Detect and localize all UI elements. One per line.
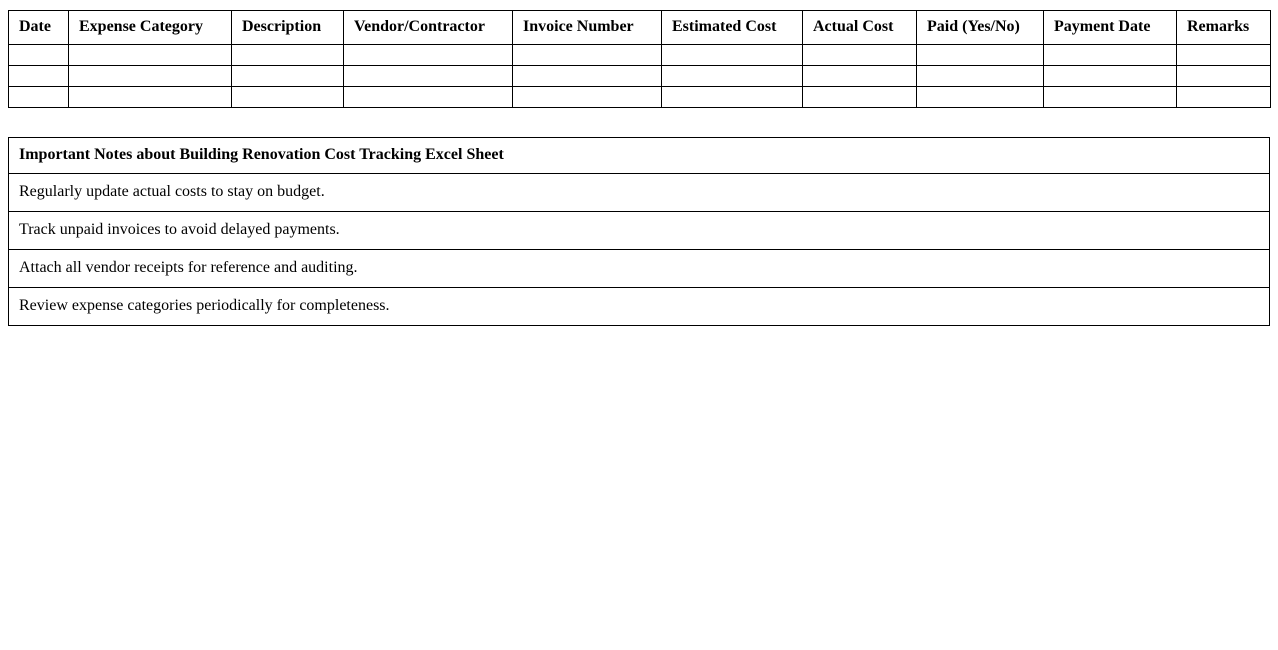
empty-cell (662, 87, 803, 108)
empty-cell (917, 45, 1044, 66)
empty-cell (9, 87, 69, 108)
note-row (9, 288, 1270, 326)
note-item: Review expense categories periodically for completeness. (9, 288, 1270, 326)
empty-cell (69, 66, 232, 87)
empty-cell (344, 87, 513, 108)
column-header-actual-cost: Actual Cost (803, 11, 917, 45)
empty-cell (1177, 45, 1271, 66)
column-header-payment-date: Payment Date (1044, 11, 1177, 45)
empty-cell (803, 45, 917, 66)
empty-cell (9, 45, 69, 66)
empty-cell (1177, 87, 1271, 108)
empty-cell (232, 66, 344, 87)
empty-cell (232, 45, 344, 66)
empty-cell (1044, 87, 1177, 108)
empty-table-row (9, 66, 1271, 87)
empty-cell (69, 45, 232, 66)
column-header-date: Date (9, 11, 69, 45)
empty-cell (513, 45, 662, 66)
empty-cell (69, 87, 232, 108)
empty-cell (1044, 45, 1177, 66)
empty-cell (513, 66, 662, 87)
empty-cell (513, 87, 662, 108)
table-header-row (9, 11, 1271, 45)
column-header-paid-yes-no: Paid (Yes/No) (917, 11, 1044, 45)
empty-cell (803, 66, 917, 87)
notes-title-row (9, 138, 1270, 174)
empty-table-row (9, 87, 1271, 108)
column-header-description: Description (232, 11, 344, 45)
column-header-vendor-contractor: Vendor/Contractor (344, 11, 513, 45)
note-row (9, 212, 1270, 250)
note-row (9, 250, 1270, 288)
empty-cell (9, 66, 69, 87)
notes-title: Important Notes about Building Renovation Cost Tracking Excel Sheet (9, 138, 1270, 174)
empty-cell (1044, 66, 1177, 87)
important-notes-table (8, 137, 1270, 326)
column-header-estimated-cost: Estimated Cost (662, 11, 803, 45)
empty-cell (662, 45, 803, 66)
empty-cell (917, 66, 1044, 87)
empty-cell (232, 87, 344, 108)
empty-table-row (9, 45, 1271, 66)
empty-cell (917, 87, 1044, 108)
note-item: Attach all vendor receipts for reference and auditing. (9, 250, 1270, 288)
column-header-expense-category: Expense Category (69, 11, 232, 45)
note-item: Track unpaid invoices to avoid delayed payments. (9, 212, 1270, 250)
empty-cell (344, 45, 513, 66)
expense-tracking-table (8, 10, 1271, 108)
empty-cell (1177, 66, 1271, 87)
column-header-invoice-number: Invoice Number (513, 11, 662, 45)
empty-cell (662, 66, 803, 87)
column-header-remarks: Remarks (1177, 11, 1271, 45)
empty-cell (344, 66, 513, 87)
note-item: Regularly update actual costs to stay on budget. (9, 174, 1270, 212)
empty-cell (803, 87, 917, 108)
note-row (9, 174, 1270, 212)
